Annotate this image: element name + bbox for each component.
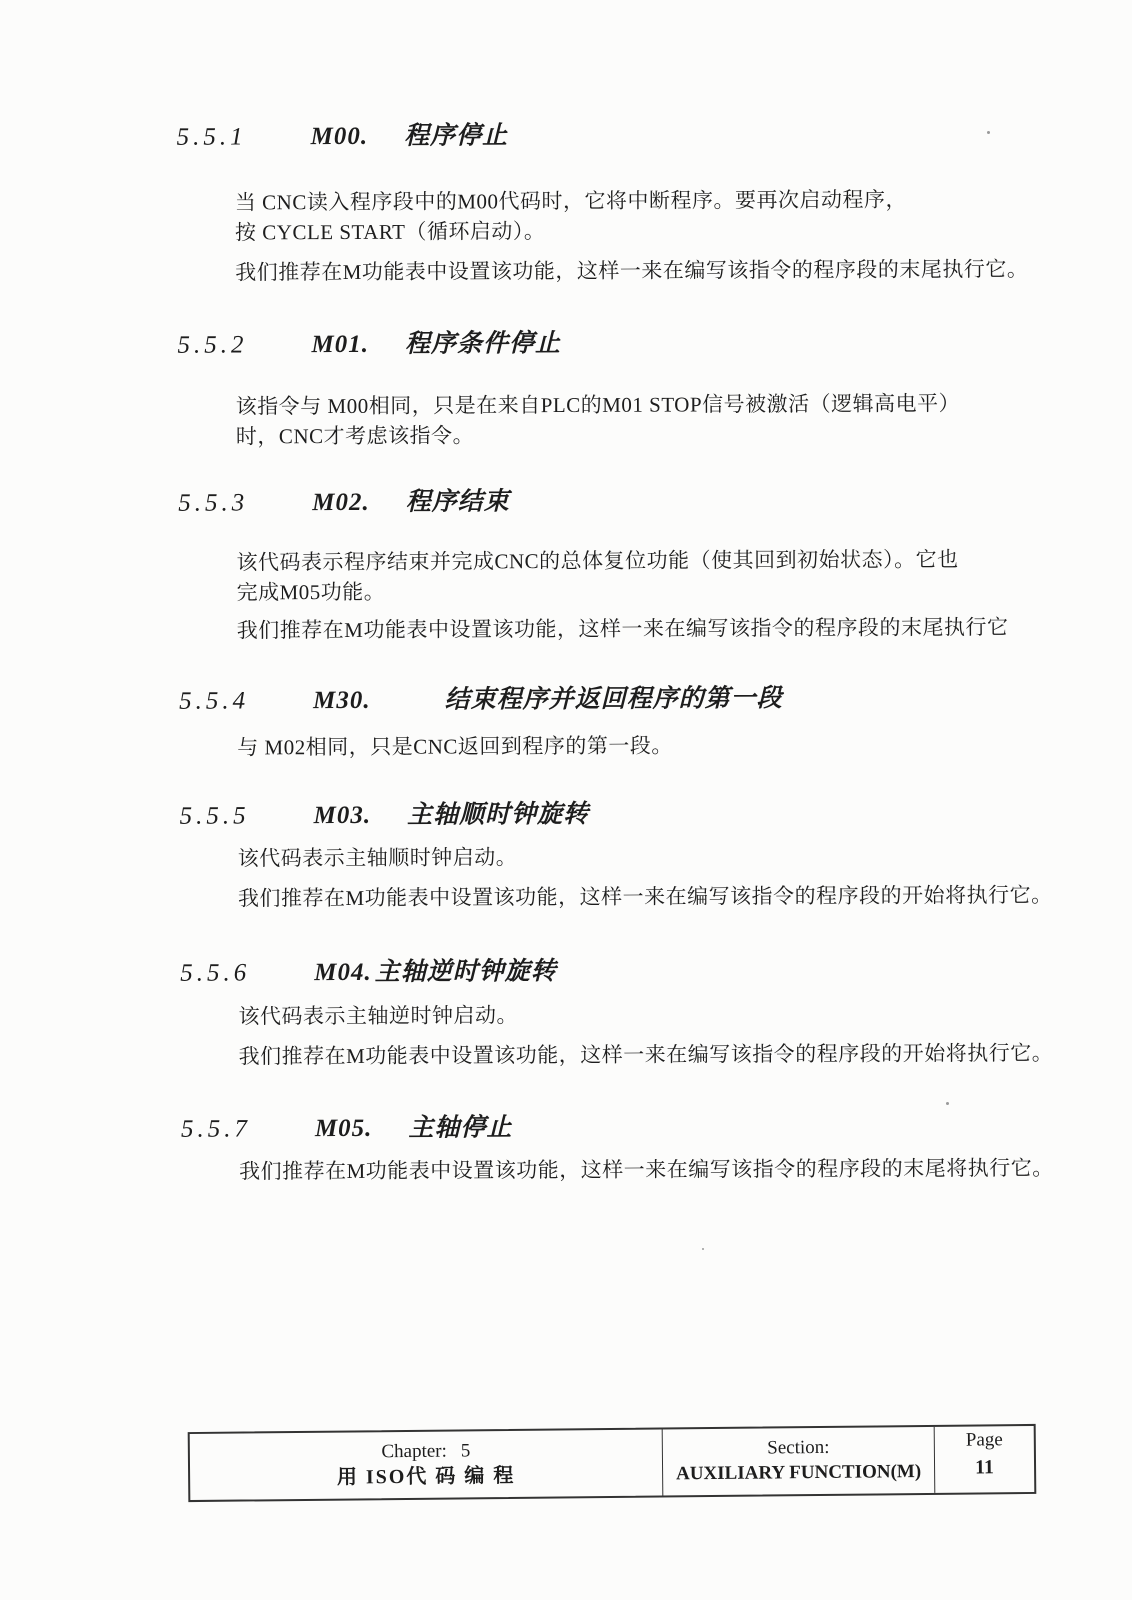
paragraph-line: 当 CNC读入程序段中的M00代码时，它将中断程序。要再次启动程序， <box>234 187 908 215</box>
section-heading-5-5-4 <box>179 680 1075 720</box>
paragraph-line: 我们推荐在M功能表中设置该功能，这样一来在编写该指令的程序段的开始将执行它。 <box>238 1040 1054 1069</box>
section-heading-5-5-2 <box>177 324 1073 364</box>
section-heading-5-5-7 <box>181 1108 1077 1148</box>
section-heading-5-5-6 <box>180 952 1076 992</box>
section-title: 主轴停止 <box>408 1114 513 1142</box>
section-title: 主轴顺时钟旋转 <box>406 800 590 829</box>
section-heading-5-5-5 <box>179 795 1075 835</box>
scan-speck <box>702 1248 704 1250</box>
footer-table <box>188 1424 1037 1502</box>
chapter-label: Chapter: <box>381 1440 447 1463</box>
section-number: 5.5.4 <box>178 687 250 715</box>
section-title: 程序条件停止 <box>404 330 562 358</box>
section-title: 结束程序并返回程序的第一段 <box>444 685 783 714</box>
paragraph-line: 我们推荐在M功能表中设置该功能，这样一来在编写该指令的程序段的末尾执行它 <box>236 615 1009 643</box>
paragraph-line: 与 M02相同，只是CNC返回到程序的第一段。 <box>237 733 673 760</box>
section-heading-5-5-3 <box>178 482 1074 522</box>
section-code: M03. <box>313 801 372 830</box>
section-code: M01. <box>311 330 370 359</box>
paragraph-line: 我们推荐在M功能表中设置该功能，这样一来在编写该指令的程序段的末尾执行它。 <box>235 256 1029 285</box>
section-number: 5.5.5 <box>179 802 250 830</box>
section-number: 5.5.2 <box>177 331 248 359</box>
paragraph-line: 该代码表示程序结束并完成CNC的总体复位功能（使其回到初始状态）。它也 <box>236 547 959 575</box>
section-number: 5.5.7 <box>180 1115 251 1143</box>
paragraph-line: 该代码表示主轴顺时钟启动。 <box>237 845 518 871</box>
paragraph-line: 该指令与 M00相同，只是在来自PLC的M01 STOP信号被激活（逻辑高电平） <box>235 391 961 419</box>
section-code: M00. <box>310 122 369 151</box>
section-code: M02. <box>312 488 370 517</box>
section-number: 5.5.1 <box>176 123 247 151</box>
section-number: 5.5.6 <box>180 959 251 987</box>
scan-speck <box>987 131 990 134</box>
chapter-name: 用 ISO代 码 编 程 <box>336 1464 516 1489</box>
paragraph-line: 按 CYCLE START（循环启动）。 <box>234 219 546 245</box>
section-title: 主轴逆时钟旋转 <box>374 958 557 986</box>
section-label: Section: <box>767 1436 830 1459</box>
chapter-number: 5 <box>460 1440 471 1462</box>
footer-page-cell <box>934 1426 1035 1493</box>
page-label: Page <box>965 1429 1003 1451</box>
paragraph-line: 我们推荐在M功能表中设置该功能，这样一来在编写该指令的程序段的开始将执行它。 <box>237 882 1053 911</box>
section-code: M05. <box>314 1114 373 1143</box>
paragraph-line: 时，CNC才考虑该指令。 <box>235 423 475 449</box>
section-name: AUXILIARY FUNCTION(M) <box>675 1461 922 1485</box>
page-number: 11 <box>975 1456 995 1479</box>
paragraph-line: 完成M05功能。 <box>236 579 386 605</box>
section-code: M04. <box>314 958 372 987</box>
section-number: 5.5.3 <box>178 489 249 517</box>
footer-chapter-cell <box>190 1430 663 1501</box>
footer-section-cell <box>662 1427 935 1496</box>
section-title: 程序停止 <box>404 122 509 150</box>
paragraph-line: 我们推荐在M功能表中设置该功能，这样一来在编写该指令的程序段的末尾将执行它。 <box>239 1155 1054 1184</box>
section-code: M30. <box>312 686 371 715</box>
section-title: 程序结束 <box>405 488 510 516</box>
section-heading-5-5-1 <box>177 116 1073 156</box>
paragraph-line: 该代码表示主轴逆时钟启动。 <box>238 1003 518 1029</box>
scan-speck <box>946 1102 949 1105</box>
